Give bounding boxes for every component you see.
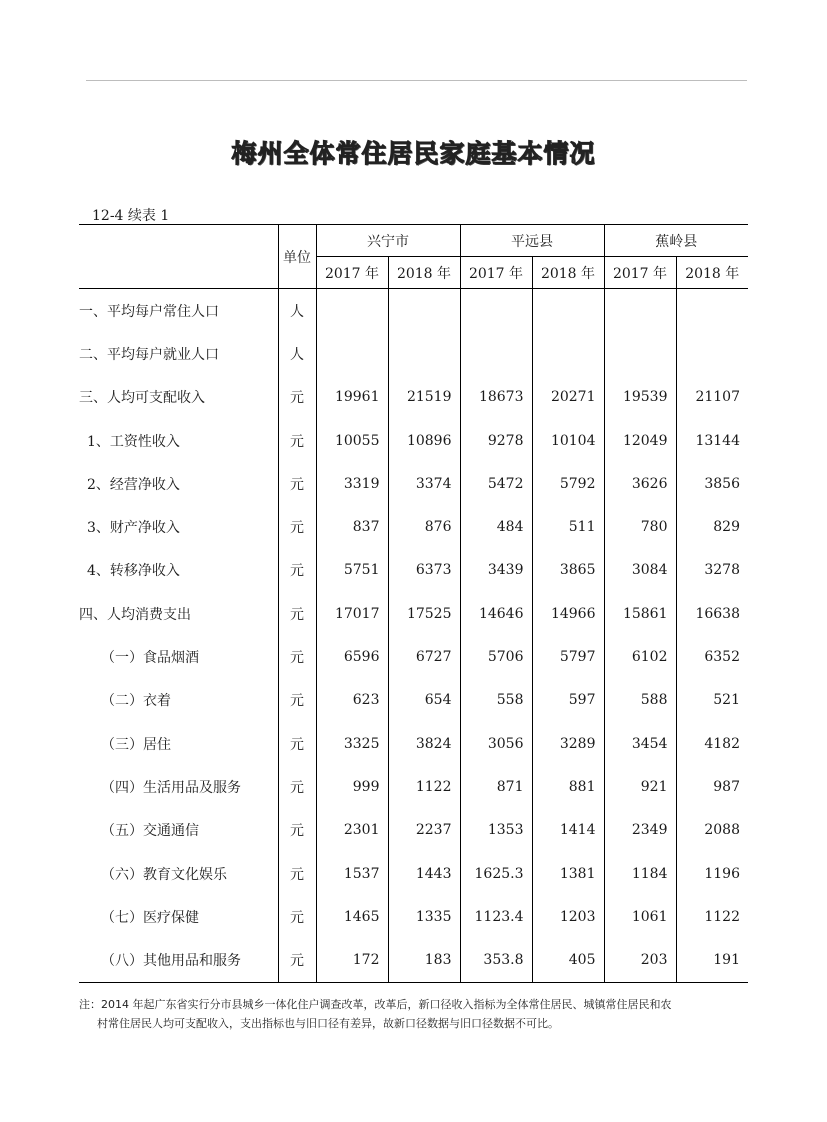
- row-unit: 人: [278, 289, 316, 333]
- value-cell: 3325: [316, 722, 388, 765]
- table-row: [79, 765, 748, 808]
- row-label: 一、平均每户常住人口: [79, 303, 219, 320]
- value-cell: 871: [460, 765, 532, 808]
- header-region-xingning: 兴宁市: [316, 225, 460, 257]
- row-unit: 人: [278, 332, 316, 375]
- footnote-line-1: 注：2014 年起广东省实行分市县城乡一体化住户调查改革，改革后，新口径收入指标为全体常住居民、城镇常住居民和农: [79, 998, 672, 1011]
- value-cell: 21107: [676, 376, 748, 419]
- row-label: 二、平均每户就业人口: [79, 346, 219, 363]
- row-label: 3、财产净收入: [87, 520, 180, 537]
- value-cell: 183: [388, 938, 460, 982]
- value-cell: 10055: [316, 419, 388, 462]
- value-cell: 203: [604, 938, 676, 982]
- row-unit: 元: [278, 809, 316, 852]
- value-cell: 21519: [388, 376, 460, 419]
- value-cell: 521: [676, 679, 748, 722]
- value-cell: 1414: [532, 809, 604, 852]
- value-cell: [388, 289, 460, 333]
- value-cell: 999: [316, 765, 388, 808]
- row-label: （六）教育文化娱乐: [101, 866, 227, 883]
- table-row: [79, 332, 748, 375]
- value-cell: 12049: [604, 419, 676, 462]
- row-unit: 元: [278, 462, 316, 505]
- value-cell: 921: [604, 765, 676, 808]
- value-cell: 2301: [316, 809, 388, 852]
- table-body: [79, 289, 748, 983]
- value-cell: 20271: [532, 376, 604, 419]
- table-row: [79, 419, 748, 462]
- value-cell: 15861: [604, 592, 676, 635]
- value-cell: 1335: [388, 895, 460, 938]
- value-cell: 1381: [532, 852, 604, 895]
- value-cell: 987: [676, 765, 748, 808]
- value-cell: 3374: [388, 462, 460, 505]
- value-cell: 837: [316, 505, 388, 548]
- value-cell: 6373: [388, 549, 460, 592]
- header-unit: 单位: [278, 225, 316, 289]
- row-label: 2、经营净收入: [87, 476, 180, 493]
- table-row: [79, 376, 748, 419]
- value-cell: 18673: [460, 376, 532, 419]
- value-cell: 405: [532, 938, 604, 982]
- value-cell: 191: [676, 938, 748, 982]
- footnote-line-2: 村常住居民人均可支配收入，支出指标也与旧口径有差异，故新口径数据与旧口径数据不可比。: [97, 1017, 559, 1030]
- value-cell: 1122: [388, 765, 460, 808]
- value-cell: [316, 332, 388, 375]
- row-label: （四）生活用品及服务: [101, 779, 241, 796]
- row-label: 1、工资性收入: [87, 433, 180, 450]
- value-cell: [676, 332, 748, 375]
- row-unit: 元: [278, 722, 316, 765]
- value-cell: 2088: [676, 809, 748, 852]
- row-unit: 元: [278, 592, 316, 635]
- value-cell: 172: [316, 938, 388, 982]
- header-region-pingyuan: 平远县: [460, 225, 604, 257]
- row-unit: 元: [278, 852, 316, 895]
- table-row: [79, 549, 748, 592]
- table-row: [79, 722, 748, 765]
- footnote: [79, 995, 759, 1033]
- value-cell: 1537: [316, 852, 388, 895]
- value-cell: 19961: [316, 376, 388, 419]
- row-unit: 元: [278, 765, 316, 808]
- value-cell: 881: [532, 765, 604, 808]
- value-cell: 3084: [604, 549, 676, 592]
- value-cell: 3824: [388, 722, 460, 765]
- table-row: [79, 809, 748, 852]
- row-label: （一）食品烟酒: [101, 650, 199, 667]
- value-cell: 5751: [316, 549, 388, 592]
- value-cell: 511: [532, 505, 604, 548]
- table-row: [79, 895, 748, 938]
- value-cell: 5706: [460, 635, 532, 678]
- value-cell: [460, 289, 532, 333]
- value-cell: 17017: [316, 592, 388, 635]
- value-cell: 6727: [388, 635, 460, 678]
- value-cell: 3319: [316, 462, 388, 505]
- header-year: 2017 年: [316, 257, 388, 289]
- data-table: [79, 224, 748, 983]
- value-cell: 10104: [532, 419, 604, 462]
- value-cell: 13144: [676, 419, 748, 462]
- table-row: [79, 852, 748, 895]
- value-cell: 829: [676, 505, 748, 548]
- value-cell: 654: [388, 679, 460, 722]
- value-cell: 597: [532, 679, 604, 722]
- row-unit: 元: [278, 376, 316, 419]
- value-cell: 3056: [460, 722, 532, 765]
- value-cell: 484: [460, 505, 532, 548]
- value-cell: 3289: [532, 722, 604, 765]
- row-unit: 元: [278, 679, 316, 722]
- value-cell: 1122: [676, 895, 748, 938]
- table-row: [79, 679, 748, 722]
- row-label: （三）居住: [101, 736, 171, 753]
- row-unit: 元: [278, 938, 316, 982]
- value-cell: [604, 332, 676, 375]
- page-title: 梅州全体常住居民家庭基本情况: [231, 139, 596, 168]
- header-region-jiaoling: 蕉岭县: [604, 225, 748, 257]
- value-cell: [604, 289, 676, 333]
- row-unit: 元: [278, 895, 316, 938]
- value-cell: 1625.3: [460, 852, 532, 895]
- table-number: 12-4 续表 1: [92, 208, 170, 224]
- table-row: [79, 289, 748, 333]
- table-row: [79, 938, 748, 982]
- value-cell: 876: [388, 505, 460, 548]
- header-year: 2017 年: [604, 257, 676, 289]
- row-label: 三、人均可支配收入: [79, 390, 205, 407]
- value-cell: 5472: [460, 462, 532, 505]
- value-cell: 16638: [676, 592, 748, 635]
- value-cell: 3278: [676, 549, 748, 592]
- value-cell: 17525: [388, 592, 460, 635]
- row-unit: 元: [278, 419, 316, 462]
- value-cell: 353.8: [460, 938, 532, 982]
- header-year: 2018 年: [388, 257, 460, 289]
- value-cell: 1123.4: [460, 895, 532, 938]
- value-cell: 588: [604, 679, 676, 722]
- value-cell: 1443: [388, 852, 460, 895]
- value-cell: 1353: [460, 809, 532, 852]
- value-cell: 5792: [532, 462, 604, 505]
- value-cell: 1196: [676, 852, 748, 895]
- header-year: 2018 年: [676, 257, 748, 289]
- header-year: 2017 年: [460, 257, 532, 289]
- value-cell: 9278: [460, 419, 532, 462]
- value-cell: 558: [460, 679, 532, 722]
- row-label: （七）医疗保健: [101, 909, 199, 926]
- value-cell: 6596: [316, 635, 388, 678]
- value-cell: 1061: [604, 895, 676, 938]
- value-cell: 4182: [676, 722, 748, 765]
- header-item-cell: [79, 225, 278, 289]
- value-cell: [532, 332, 604, 375]
- value-cell: 3865: [532, 549, 604, 592]
- value-cell: 1465: [316, 895, 388, 938]
- value-cell: 6352: [676, 635, 748, 678]
- header-rule: [86, 80, 747, 81]
- value-cell: [532, 289, 604, 333]
- value-cell: 780: [604, 505, 676, 548]
- value-cell: [460, 332, 532, 375]
- row-unit: 元: [278, 505, 316, 548]
- value-cell: [676, 289, 748, 333]
- value-cell: 2237: [388, 809, 460, 852]
- row-label: 4、转移净收入: [87, 563, 180, 580]
- value-cell: 1203: [532, 895, 604, 938]
- value-cell: 1184: [604, 852, 676, 895]
- row-unit: 元: [278, 635, 316, 678]
- table-row: [79, 592, 748, 635]
- value-cell: 19539: [604, 376, 676, 419]
- row-label: 四、人均消费支出: [79, 606, 191, 623]
- value-cell: 623: [316, 679, 388, 722]
- table-row: [79, 462, 748, 505]
- row-unit: 元: [278, 549, 316, 592]
- value-cell: 2349: [604, 809, 676, 852]
- value-cell: 3439: [460, 549, 532, 592]
- header-year: 2018 年: [532, 257, 604, 289]
- value-cell: 3856: [676, 462, 748, 505]
- value-cell: 5797: [532, 635, 604, 678]
- value-cell: 14966: [532, 592, 604, 635]
- value-cell: 3626: [604, 462, 676, 505]
- table-row: [79, 505, 748, 548]
- value-cell: 10896: [388, 419, 460, 462]
- table-row: [79, 635, 748, 678]
- row-label: （五）交通通信: [101, 823, 199, 840]
- value-cell: [388, 332, 460, 375]
- value-cell: 14646: [460, 592, 532, 635]
- row-label: （八）其他用品和服务: [79, 938, 278, 982]
- row-label: （二）衣着: [101, 693, 171, 710]
- value-cell: [316, 289, 388, 333]
- value-cell: 3454: [604, 722, 676, 765]
- value-cell: 6102: [604, 635, 676, 678]
